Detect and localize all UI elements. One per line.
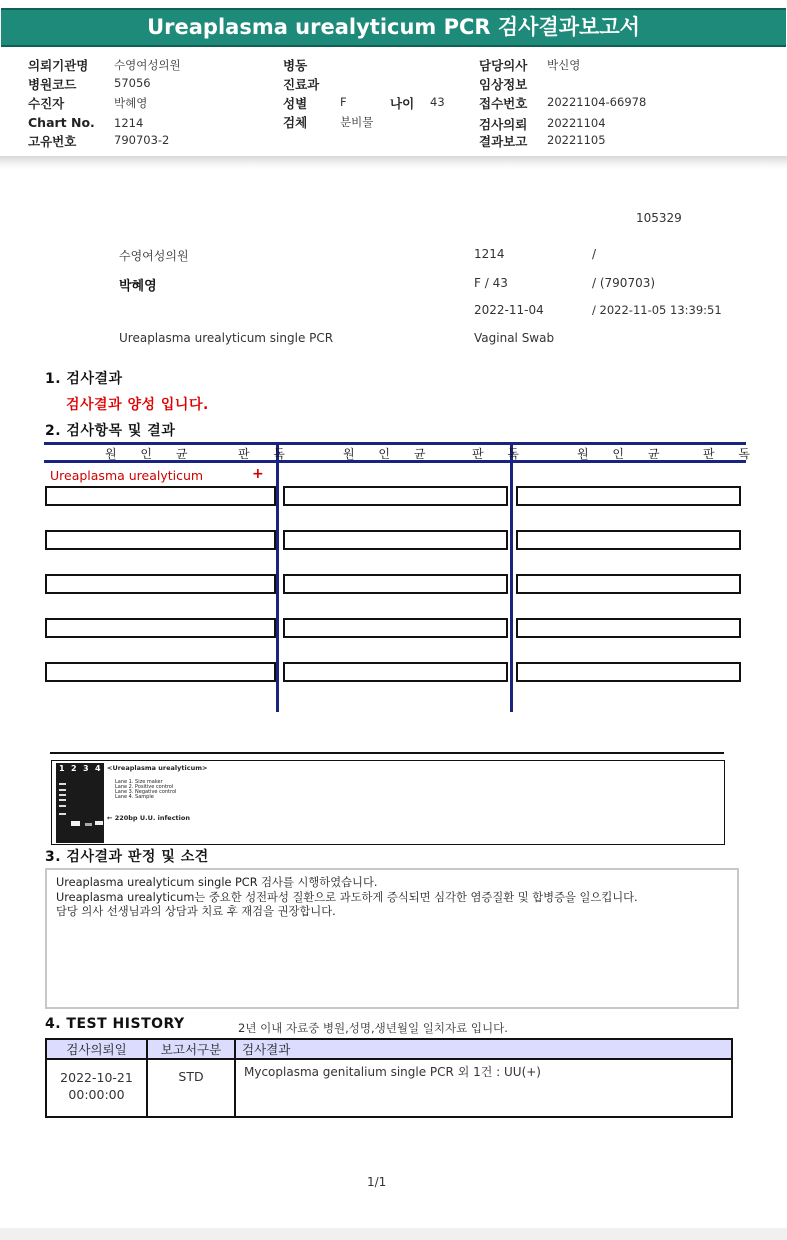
sex-label: 성별 bbox=[283, 96, 308, 111]
gel-band bbox=[59, 789, 66, 791]
result-cell-box bbox=[516, 530, 741, 550]
report-title: Ureaplasma urealyticum PCR 검사결과보고서 bbox=[1, 8, 786, 47]
section3-heading: 3. 검사결과 판정 및 소견 bbox=[45, 849, 209, 865]
history-col-date: 검사의뢰일 bbox=[47, 1040, 148, 1060]
history-type: STD bbox=[148, 1060, 236, 1116]
gel-band-annotation: ← 220bp U.U. infection bbox=[107, 814, 190, 822]
opinion-line: 담당 의사 선생님과의 상담과 치료 후 재검을 권장합니다. bbox=[56, 905, 336, 918]
patient-label: 수진자 bbox=[28, 96, 65, 111]
unique-label: 고유번호 bbox=[28, 134, 77, 149]
organism-name: Ureaplasma urealyticum bbox=[50, 468, 204, 483]
age-value: 43 bbox=[430, 95, 445, 109]
table-divider bbox=[276, 442, 279, 712]
gel-title: <Ureaplasma urealyticum> bbox=[107, 764, 208, 772]
gel-legend-item: Lane 4. Sample bbox=[115, 794, 154, 800]
ward-label: 병동 bbox=[283, 58, 308, 73]
report-date-value: 20221105 bbox=[547, 133, 606, 147]
col-header-pathogen: 원 인 균 bbox=[105, 447, 198, 461]
opinion-line: Ureaplasma urealyticum는 중요한 성전파성 질환으로 과도하게 증식되면 심각한 염증질환 및 합병증을 일으킵니다. bbox=[56, 890, 638, 904]
result-cell-box bbox=[45, 530, 276, 550]
col-header-pathogen: 원 인 균 bbox=[343, 447, 436, 461]
header-separator bbox=[0, 156, 787, 170]
lane-number: 4 bbox=[95, 764, 101, 773]
section2-heading: 2. 검사항목 및 결과 bbox=[45, 423, 176, 439]
section4-heading: 4. TEST HISTORY bbox=[45, 1016, 185, 1032]
result-cell-box bbox=[516, 486, 741, 506]
opinion-line: Ureaplasma urealyticum single PCR 검사를 시행하였습니다. bbox=[56, 876, 378, 889]
gel-image bbox=[56, 763, 104, 843]
info-sex-age: F / 43 bbox=[474, 276, 508, 290]
gel-band bbox=[95, 821, 103, 825]
result-cell-box bbox=[516, 662, 741, 682]
institution-label: 의뢰기관명 bbox=[28, 58, 89, 73]
specimen-value: 분비물 bbox=[340, 115, 374, 129]
age-label: 나이 bbox=[390, 96, 415, 111]
gel-band bbox=[59, 799, 66, 801]
clinical-label: 임상정보 bbox=[479, 77, 528, 92]
unique-value: 790703-2 bbox=[114, 133, 170, 147]
gel-band bbox=[59, 794, 66, 796]
gel-band bbox=[59, 813, 66, 815]
gel-legend-item: Lane 1. Size maker bbox=[115, 779, 163, 785]
gel-band bbox=[59, 805, 66, 807]
hospital-code-value: 57056 bbox=[114, 76, 151, 90]
doctor-label: 담당의사 bbox=[479, 58, 528, 73]
lane-number: 2 bbox=[71, 764, 77, 773]
history-row-date bbox=[47, 1060, 148, 1116]
chart-label: Chart No. bbox=[28, 115, 95, 130]
info-patient: 박혜영 bbox=[119, 279, 157, 294]
chart-value: 1214 bbox=[114, 116, 144, 130]
info-code: 105329 bbox=[636, 211, 682, 225]
result-cell-box bbox=[45, 574, 276, 594]
institution-value: 수영여성의원 bbox=[114, 58, 181, 72]
opinion-box bbox=[45, 868, 739, 1009]
history-table bbox=[45, 1038, 733, 1118]
dept-label: 진료과 bbox=[283, 77, 320, 92]
gel-electrophoresis-panel bbox=[51, 760, 725, 845]
receipt-value: 20221104-66978 bbox=[547, 95, 647, 109]
gel-top-rule bbox=[50, 752, 724, 754]
info-birth: / (790703) bbox=[592, 276, 656, 290]
info-institution: 수영여성의원 bbox=[119, 249, 189, 263]
info-chart: 1214 bbox=[474, 247, 505, 261]
history-time: 00:00:00 bbox=[68, 1087, 125, 1102]
receipt-label: 접수번호 bbox=[479, 96, 528, 111]
gel-legend-item: Lane 3. Negative control bbox=[115, 789, 177, 795]
result-cell-box bbox=[283, 530, 508, 550]
request-label: 검사의뢰 bbox=[479, 117, 528, 132]
lane-number: 3 bbox=[83, 764, 89, 773]
info-specimen: Vaginal Swab bbox=[474, 331, 555, 345]
organism-judgement: + bbox=[252, 466, 264, 482]
col-header-judge: 판 독 bbox=[472, 447, 529, 461]
gel-legend-item: Lane 2. Positive control bbox=[115, 784, 174, 790]
history-col-result: 검사결과 bbox=[236, 1040, 731, 1060]
history-col-type: 보고서구분 bbox=[148, 1040, 236, 1060]
sex-value: F bbox=[340, 95, 347, 109]
page-number: 1/1 bbox=[367, 1175, 387, 1189]
history-result: Mycoplasma genitalium single PCR 외 1건 : UU(+) bbox=[244, 1065, 541, 1079]
hospital-code-label: 병원코드 bbox=[28, 77, 77, 92]
gel-band bbox=[59, 783, 66, 785]
request-value: 20221104 bbox=[547, 116, 606, 130]
patient-value: 박혜영 bbox=[114, 96, 148, 110]
info-date-request: 2022-11-04 bbox=[474, 303, 544, 317]
gel-band bbox=[71, 821, 80, 826]
col-header-judge: 판 독 bbox=[238, 447, 295, 461]
result-cell-box bbox=[45, 662, 276, 682]
gel-band bbox=[85, 823, 92, 826]
result-cell-box bbox=[516, 574, 741, 594]
result-cell-box bbox=[283, 486, 508, 506]
result-cell-box bbox=[283, 618, 508, 638]
info-slash: / bbox=[592, 247, 597, 261]
result-cell-box bbox=[45, 486, 276, 506]
info-date-report: / 2022-11-05 13:39:51 bbox=[592, 303, 722, 317]
col-header-judge: 판 독 bbox=[703, 447, 760, 461]
result-cell-box bbox=[516, 618, 741, 638]
history-date: 2022-10-21 bbox=[60, 1070, 133, 1085]
history-note: 2년 이내 자료중 병원,성명,생년월일 일치자료 입니다. bbox=[238, 1021, 508, 1035]
col-header-pathogen: 원 인 균 bbox=[577, 447, 670, 461]
result-cell-box bbox=[283, 662, 508, 682]
result-cell-box bbox=[283, 574, 508, 594]
info-test: Ureaplasma urealyticum single PCR bbox=[119, 331, 334, 345]
result-cell-box bbox=[45, 618, 276, 638]
lane-number: 1 bbox=[59, 764, 65, 773]
report-date-label: 결과보고 bbox=[479, 134, 528, 149]
specimen-label: 검체 bbox=[283, 115, 308, 130]
table-divider bbox=[510, 442, 513, 712]
doctor-value: 박신영 bbox=[547, 58, 581, 72]
result-positive-text: 검사결과 양성 입니다. bbox=[66, 397, 209, 413]
section1-heading: 1. 검사결과 bbox=[45, 371, 123, 387]
